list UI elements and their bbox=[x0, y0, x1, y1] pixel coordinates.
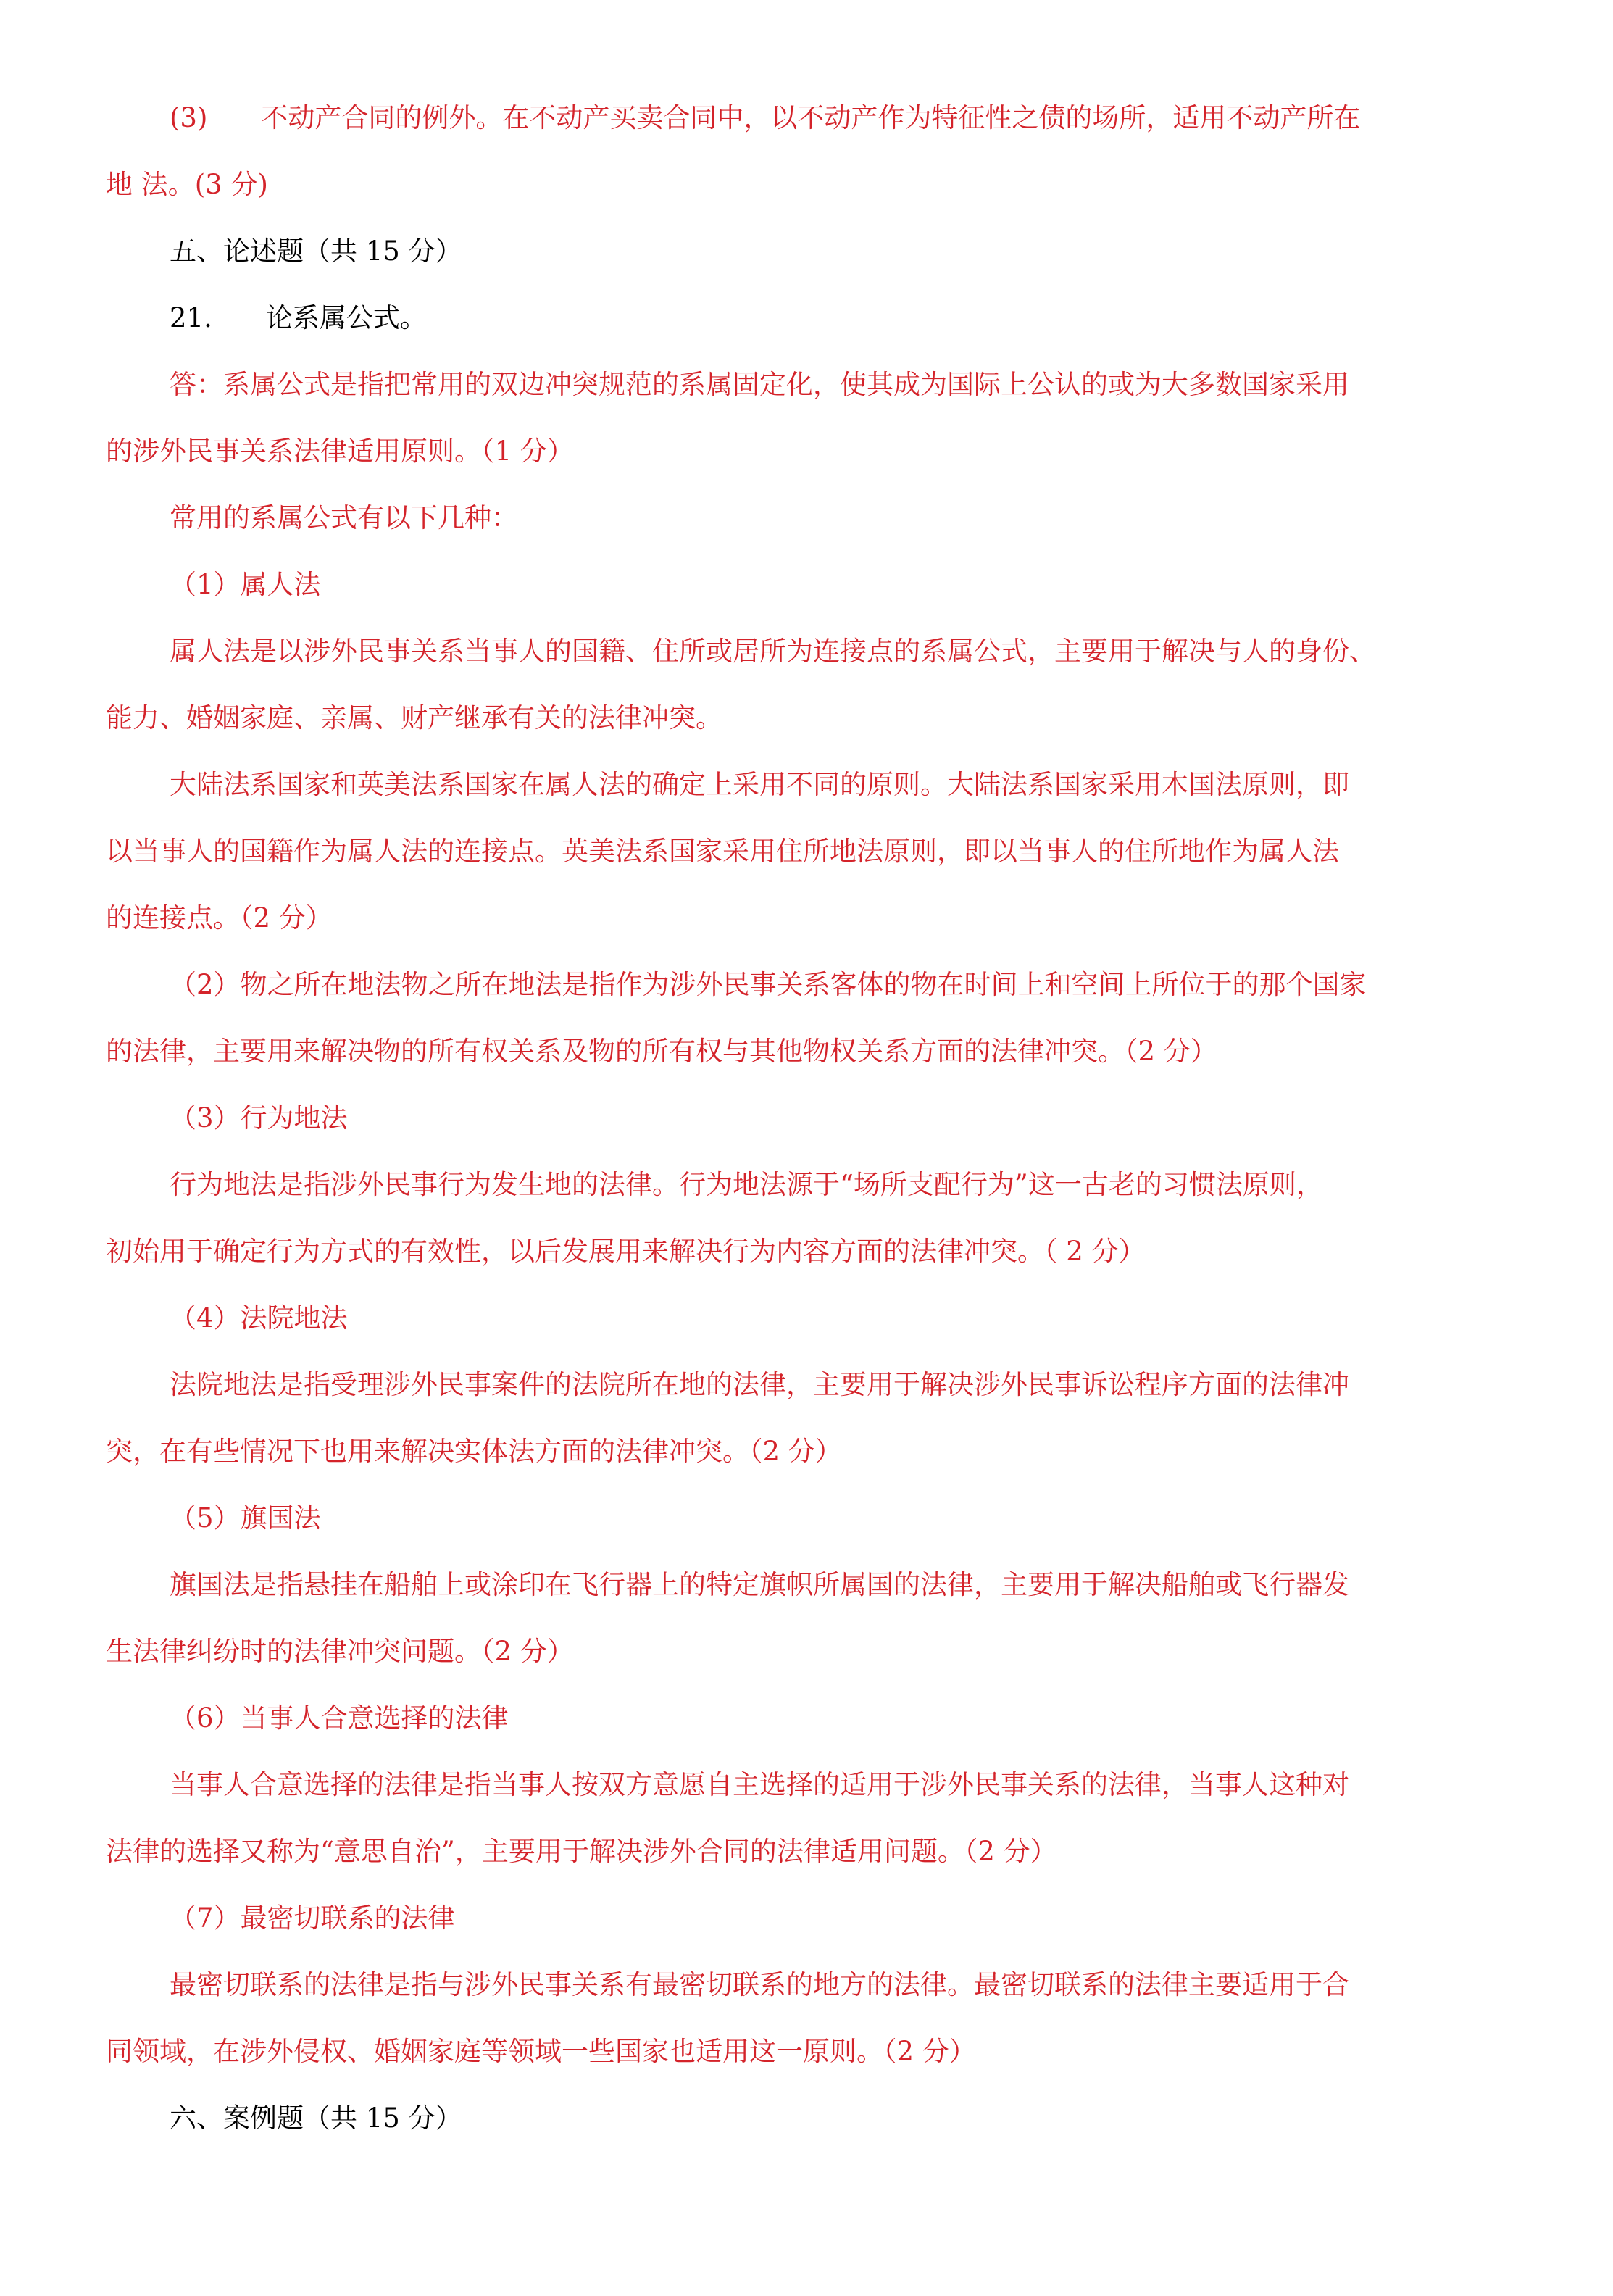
paragraph-line: 当事人合意选择的法律是指当事人按双方意愿自主选择的适用于涉外民事关系的法律，当事人这种对 bbox=[170, 1769, 1349, 1800]
subheading: （5）旗国法 bbox=[170, 1502, 321, 1534]
paragraph-line: 属人法是以涉外民事关系当事人的国籍、住所或居所为连接点的系属公式，主要用于解决与人的身份、 bbox=[170, 636, 1376, 667]
paragraph-line: 突，在有些情况下也用来解决实体法方面的法律冲突。（2 分） bbox=[106, 1436, 842, 1467]
question-title: 21. 论系属公式。 bbox=[170, 302, 427, 333]
paragraph-line: 行为地法是指涉外民事行为发生地的法律。行为地法源于“场所支配行为”这一古老的习惯法原则， bbox=[170, 1169, 1323, 1200]
paragraph-line: 法律的选择又称为“意思自治”，主要用于解决涉外合同的法律适用问题。（2 分） bbox=[106, 1836, 1057, 1867]
subheading: （3）行为地法 bbox=[170, 1102, 348, 1134]
subheading: （1）属人法 bbox=[170, 569, 321, 600]
paragraph-line: 地 法。(3 分) bbox=[106, 169, 268, 200]
paragraph-line: 大陆法系国家和英美法系国家在属人法的确定上采用不同的原则。大陆法系国家采用木国法原则，即 bbox=[170, 769, 1349, 800]
section-heading: 五、论述题（共 15 分） bbox=[170, 236, 462, 267]
paragraph-line: 生法律纠纷时的法律冲突问题。（2 分） bbox=[106, 1636, 574, 1667]
subheading: （6）当事人合意选择的法律 bbox=[170, 1702, 509, 1734]
paragraph-line: 答：系属公式是指把常用的双边冲突规范的系属固定化，使其成为国际上公认的或为大多数国家采用 bbox=[170, 369, 1349, 400]
paragraph-line: 的连接点。（2 分） bbox=[106, 902, 333, 933]
paragraph-line: 以当事人的国籍作为属人法的连接点。英美法系国家采用住所地法原则，即以当事人的住所地作为属人法 bbox=[106, 836, 1339, 867]
paragraph-line: 最密切联系的法律是指与涉外民事关系有最密切联系的地方的法律。最密切联系的法律主要适用于合 bbox=[170, 1969, 1349, 2000]
paragraph-line: （2）物之所在地法物之所在地法是指作为涉外民事关系客体的物在时间上和空间上所位于的那个国家 bbox=[170, 969, 1367, 1000]
paragraph-line: 能力、婚姻家庭、亲属、财产继承有关的法律冲突。 bbox=[106, 702, 722, 733]
paragraph-line: 初始用于确定行为方式的有效性，以后发展用来解决行为内容方面的法律冲突。（ 2 分） bbox=[106, 1236, 1146, 1267]
subheading: （4）法院地法 bbox=[170, 1302, 348, 1334]
paragraph-line: 旗国法是指悬挂在船舶上或涂印在飞行器上的特定旗帜所属国的法律，主要用于解决船舶或飞行器发 bbox=[170, 1569, 1349, 1600]
subheading: （7）最密切联系的法律 bbox=[170, 1902, 455, 1934]
paragraph-line: 法院地法是指受理涉外民事案件的法院所在地的法律，主要用于解决涉外民事诉讼程序方面的法律冲 bbox=[170, 1369, 1349, 1400]
paragraph-line: 的涉外民事关系法律适用原则。（1 分） bbox=[106, 436, 574, 467]
paragraph-line: (3) 不动产合同的例外。在不动产买卖合同中，以不动产作为特征性之债的场所，适用不动产所在 bbox=[170, 102, 1361, 133]
section-heading: 六、案例题（共 15 分） bbox=[170, 2102, 462, 2134]
paragraph-line: 常用的系属公式有以下几种： bbox=[170, 502, 518, 533]
paragraph-line: 的法律，主要用来解决物的所有权关系及物的所有权与其他物权关系方面的法律冲突。（2 分） bbox=[106, 1036, 1217, 1067]
paragraph-line: 同领域，在涉外侵权、婚姻家庭等领域一些国家也适用这一原则。（2 分） bbox=[106, 2036, 976, 2067]
